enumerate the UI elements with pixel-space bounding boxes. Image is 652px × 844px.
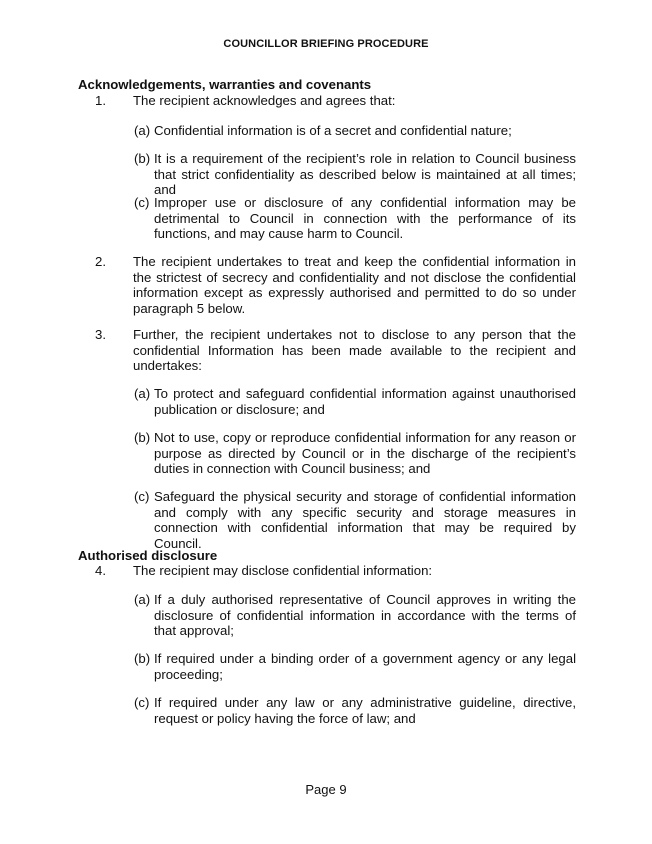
- subparagraph-text: Improper use or disclosure of any confidential information may be detrimental to Council in connection with the performance of its functions, and may cause harm to Council.: [154, 195, 576, 242]
- subparagraph-1b: [134, 151, 576, 198]
- paragraph-number: 3.: [95, 327, 106, 342]
- paragraph-text: The recipient undertakes to treat and keep the confidential information in the strictest of secrecy and confidentiality and not disclose the confidential information except as expressly authorised and permitted to do so under paragraph 5 below.: [133, 254, 576, 316]
- subparagraph-text: If required under any law or any administrative guideline, directive, request or policy having the force of law; and: [154, 695, 576, 726]
- section-heading-authorised-disclosure: Authorised disclosure: [78, 548, 218, 563]
- paragraph-1: [95, 93, 576, 109]
- subparagraph-text: If required under a binding order of a government agency or any legal proceeding;: [154, 651, 576, 682]
- subparagraph-text: Safeguard the physical security and storage of confidential information and comply with any specific security and storage measures in connection with confidential information that may be required by Council.: [154, 489, 576, 551]
- subparagraph-1c: [134, 195, 576, 242]
- subparagraph-label: (b): [134, 651, 151, 666]
- page-header: COUNCILLOR BRIEFING PROCEDURE: [223, 38, 429, 50]
- subparagraph-text: It is a requirement of the recipient’s role in relation to Council business that strict confidentiality as described below is maintained at all times; and: [154, 151, 576, 198]
- subparagraph-label: (b): [134, 430, 151, 445]
- subparagraph-4a: [134, 592, 576, 639]
- subparagraph-3a: [134, 386, 576, 417]
- page-number: Page 9: [305, 782, 347, 797]
- paragraph-2: [95, 254, 576, 316]
- subparagraph-text: Not to use, copy or reproduce confidential information for any reason or purpose as directed by Council or in the discharge of the recipient’s duties in connection with Council business; and: [154, 430, 576, 477]
- subparagraph-text: If a duly authorised representative of Council approves in writing the disclosure of confidential information in accordance with the terms of that approval;: [154, 592, 576, 639]
- subparagraph-label: (a): [134, 592, 151, 607]
- subparagraph-3b: [134, 430, 576, 477]
- subparagraph-text: Confidential information is of a secret and confidential nature;: [154, 123, 512, 138]
- subparagraph-label: (c): [134, 195, 150, 210]
- paragraph-4: [95, 563, 576, 579]
- subparagraph-4b: [134, 651, 576, 682]
- subparagraph-4c: [134, 695, 576, 726]
- subparagraph-label: (a): [134, 123, 151, 138]
- subparagraph-text: To protect and safeguard confidential information against unauthorised publication or disclosure; and: [154, 386, 576, 417]
- paragraph-number: 2.: [95, 254, 106, 269]
- paragraph-text: The recipient may disclose confidential information:: [133, 563, 433, 578]
- subparagraph-label: (c): [134, 489, 150, 504]
- subparagraph-label: (c): [134, 695, 150, 710]
- paragraph-text: The recipient acknowledges and agrees that:: [133, 93, 396, 108]
- paragraph-text: Further, the recipient undertakes not to disclose to any person that the confidential Information has been made available to the recipient and undertakes:: [133, 327, 576, 374]
- subparagraph-3c: [134, 489, 576, 551]
- subparagraph-1a: [134, 123, 576, 139]
- section-heading-acknowledgements: Acknowledgements, warranties and covenants: [78, 77, 372, 92]
- subparagraph-label: (b): [134, 151, 151, 166]
- paragraph-number: 4.: [95, 563, 106, 578]
- paragraph-3: [95, 327, 576, 374]
- subparagraph-label: (a): [134, 386, 151, 401]
- paragraph-number: 1.: [95, 93, 106, 108]
